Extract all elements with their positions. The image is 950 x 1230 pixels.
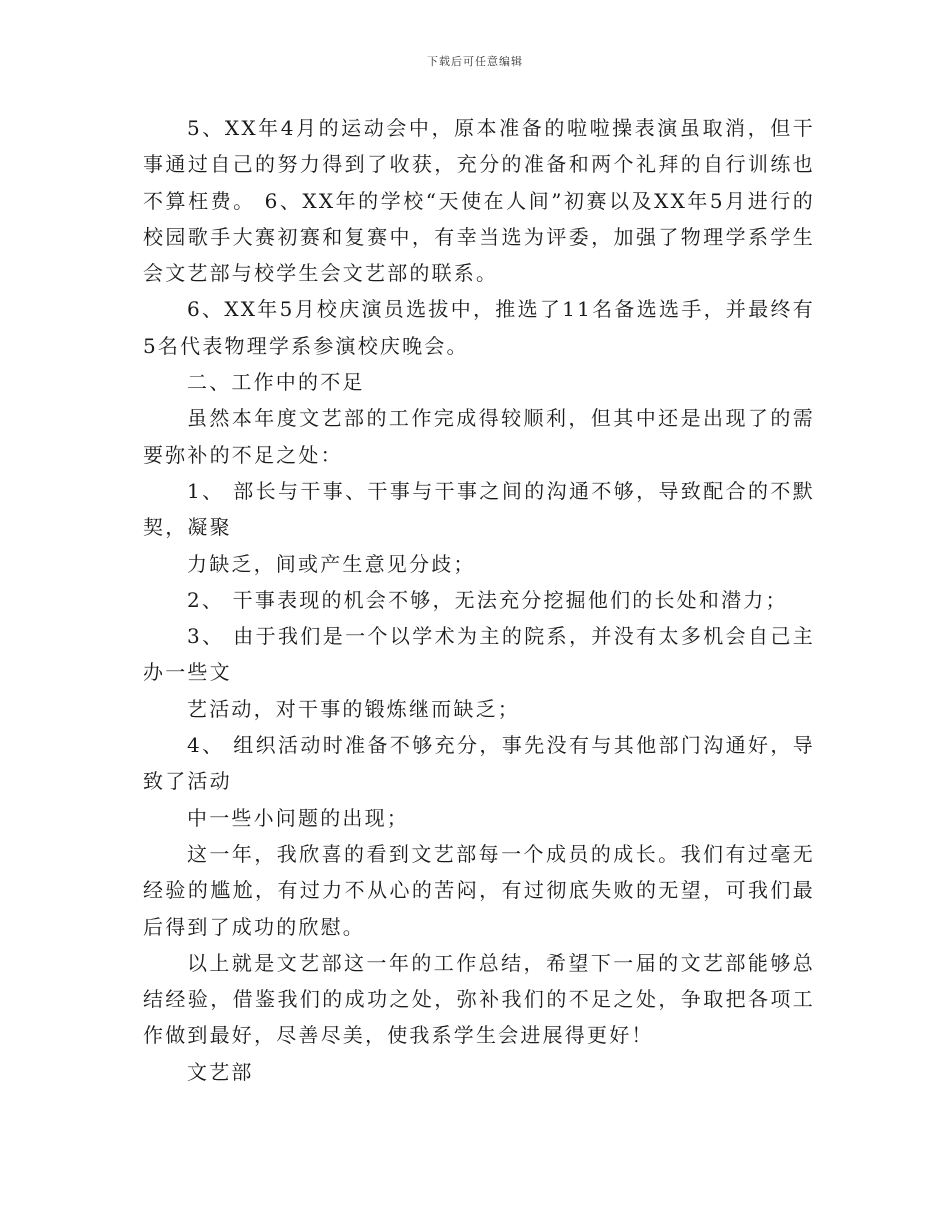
page-header-note: 下载后可任意编辑 (427, 55, 523, 68)
list-item-2: 2、 干事表现的机会不够，无法充分挖掘他们的长处和潜力； (187, 587, 788, 612)
document-body (143, 110, 815, 1090)
list-item-4: 4、 组织活动时准备不够充分，事先没有与其他部门沟通好，导致了活动 (143, 733, 815, 794)
paragraph-conclusion: 以上就是文艺部这一年的工作总结，希望下一届的文艺部能够总结经验，借鉴我们的成功之处，弥补我们的不足之处，争取把各项工作做到最好，尽善尽美，使我系学生会进展得更好！ (143, 950, 815, 1048)
paragraph-events-1: 5、XX年4月的运动会中，原本准备的啦啦操表演虽取消，但干事通过自己的努力得到了收获，充分的准备和两个礼拜的自行训练也不算枉费。 6、XX年的学校“天使在人间”初赛以及XX年5月进行的校园歌手大赛初赛和复赛中，有幸当选为评委，加强了物理学系学生会文艺部与校学生会文艺部的联系。 (143, 116, 815, 286)
signature-department: 文艺部 (187, 1059, 254, 1084)
section-heading-shortcomings: 二、工作中的不足 (187, 370, 365, 395)
paragraph-reflection: 这一年，我欣喜的看到文艺部每一个成员的成长。我们有过毫无经验的尴尬，有过力不从心的苦闷，有过彻底失败的无望，可我们最后得到了成功的欣慰。 (143, 841, 815, 939)
list-item-1: 1、 部长与干事、干事与干事之间的沟通不够，导致配合的不默契，凝聚 (143, 478, 815, 540)
list-item-3-cont: 艺活动，对干事的锻炼继而缺乏； (187, 696, 520, 721)
list-item-3: 3、 由于我们是一个以学术为主的院系，并没有太多机会自己主办一些文 (143, 624, 815, 685)
list-item-4-cont: 中一些小问题的出现； (187, 805, 409, 830)
paragraph-events-2: 6、XX年5月校庆演员选拔中，推选了11名备选选手，并最终有5名代表物理学系参演校庆晚会。 (143, 297, 815, 358)
paragraph-shortcomings-intro: 虽然本年度文艺部的工作完成得较顺利，但其中还是出现了的需要弥补的不足之处： (143, 406, 815, 467)
list-item-1-cont: 力缺乏，间或产生意见分歧； (187, 551, 476, 576)
